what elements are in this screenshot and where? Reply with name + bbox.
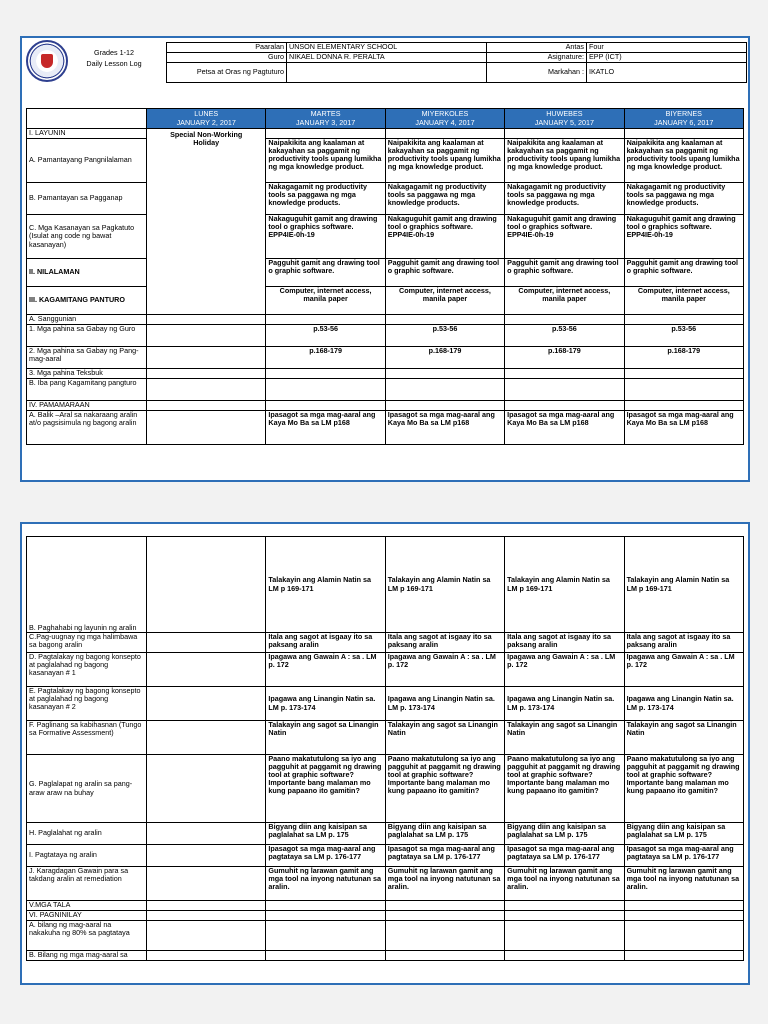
- code: EPP4IE-0h-19: [387, 230, 435, 240]
- row-nilalaman: II. NILALAMAN Pagguhit gamit ang drawing tool o graphic software. Pagguhit gamit ang drawing tool o graphic software. Pagguhit gamit ang drawing tool o graphic software. Pagguhit gamit ang drawing tool o graphic software.: [27, 259, 744, 287]
- row-bilang-80: A. bilang ng mag-aaral na nakakuha ng 80% sa pagtataya: [27, 921, 744, 951]
- holiday-cell: Special Non-Working Holiday: [147, 129, 266, 315]
- row-pag-uugnay: C.Pag-uugnay ng mga halimbawa sa bagong aralin Itala ang sagot at isgaay ito sa paksang aralin Itala ang sagot at isgaay ito sa paksang aralin Itala ang sagot at isgaay ito sa paksang aralin Itala ang sagot at isgaay ito sa paksang aralin: [27, 633, 744, 653]
- markahan-value: IKATLO: [587, 63, 747, 83]
- header-block: [22, 38, 748, 88]
- guro-value: NIKAEL DONNA R. PERALTA: [287, 53, 487, 63]
- row-gabay-mag-aaral: 2. Mga pahina sa Gabay ng Pang-mag-aaral p.168-179 p.168-179 p.168-179 p.168-179: [27, 347, 744, 369]
- row-bilang-mag-aaral: B. Bilang ng mga mag-aaral sa: [27, 951, 744, 961]
- row-kasanayan: C. Mga Kasanayan sa Pagkatuto (Isulat ang code ng bawat kasanayan) Nakaguguhit gamit ang drawing tool o graphics software. EPP4IE-0h-19 Nakaguguhit gamit ang drawing tool o graphics software. EPP4IE-0h-19 Nakaguguhit gamit ang drawing tool o graphics software. EPP4IE-0h-19 Nakaguguhit gamit ang drawing tool o graphics software. EPP4IE-0h-19: [27, 215, 744, 259]
- row-iba-pang: B. Iba pang Kagamitang pangturo: [27, 379, 744, 401]
- row-teksbuk: 3. Mga pahina Teksbuk: [27, 369, 744, 379]
- row-paglinang: F. Paglinang sa kabihasnan (Tungo sa Formative Assessment) Talakayin ang sagot sa Linangin Natin Talakayin ang sagot sa Linangin Natin Talakayin ang sagot sa Linangin Natin Talakayin ang sagot sa Linangin Natin: [27, 721, 744, 755]
- layunin-label: I. LAYUNIN: [27, 129, 147, 139]
- row-sanggunian: A. Sanggunian: [27, 315, 744, 325]
- guro-label: Guro: [167, 53, 287, 63]
- day-biyernes: BIYERNES JANUARY 6, 2017: [624, 109, 743, 129]
- corner-cell: [27, 109, 147, 129]
- deped-seal-icon: [26, 40, 68, 82]
- row-pagninilay: VI. PAGNINILAY: [27, 911, 744, 921]
- day-martes: MARTES JANUARY 3, 2017: [266, 109, 385, 129]
- antas-label: Antas: [487, 43, 587, 53]
- petsa-value: [287, 63, 487, 83]
- asignatura-value: EPP (ICT): [587, 53, 747, 63]
- lesson-table-2: [26, 536, 744, 961]
- antas-value: Four: [587, 43, 747, 53]
- petsa-label: Petsa at Oras ng Pagtuturo: [167, 63, 287, 83]
- day-header-row: [27, 109, 744, 129]
- day-lunes: LUNES JANUARY 2, 2017: [147, 109, 266, 129]
- code: EPP4IE-0h-19: [268, 230, 315, 240]
- grades-label: Grades 1-12: [94, 48, 134, 57]
- row-pamamaraan: IV. PAMAMARAAN: [27, 401, 744, 411]
- row-gabay-guro: 1. Mga pahina sa Gabay ng Guro p.53-56 p.53-56 p.53-56 p.53-56: [27, 325, 744, 347]
- code: EPP4IE-0h-19: [507, 230, 554, 240]
- row-pagtalakay-2: E. Pagtalakay ng bagong konsepto at paglalahad ng bagong kasanayan # 2 Ipagawa ang Linangin Natin sa. LM p. 173-174 Ipagawa ang Linangin Natin sa. LM p. 173-174 Ipagawa ang Linangin Natin sa. LM p. 173-174 Ipagawa ang Linangin Natin sa. LM p. 173-174: [27, 687, 744, 721]
- row-pamantayang: A. Pamantayang Pangnilalaman Naipakikita ang kaalaman at kakayahan sa paggamit ng productivity tools upang lumikha ng mga knowledge product. Naipakikita ang kaalaman at kakayahan sa paggamit ng productivity tools upang lumikha ng mga knowledge product. Naipakikita ang kaalaman at kakayahan sa paggamit ng productivity tools upang lumikha ng mga knowledge product. Naipakikita ang kaalaman at kakayahan sa paggamit ng productivity tools upang lumikha ng mga knowledge product.: [27, 139, 744, 183]
- asignatura-label: Asignature:: [487, 53, 587, 63]
- row-pagtataya: I. Pagtataya ng aralin Ipasagot sa mga mag-aaral ang pagtataya sa LM p. 176-177 Ipasagot sa mga mag-aaral ang pagtataya sa LM p. 176-177 Ipasagot sa mga mag-aaral ang pagtataya sa LM p. 176-177 Ipasagot sa mga mag-aaral ang pagtataya sa LM p. 176-177: [27, 845, 744, 867]
- row-balik-aral: A. Balik –Aral sa nakaraang aralin at/o pagsisimula ng bagong aralin Ipasagot sa mga mag-aaral ang Kaya Mo Ba sa LM p168 Ipasagot sa mga mag-aaral ang Kaya Mo Ba sa LM p168 Ipasagot sa mga mag-aaral ang Kaya Mo Ba sa LM p168 Ipasagot sa mga mag-aaral ang Kaya Mo Ba sa LM p168: [27, 411, 744, 445]
- paaralan-label: Paaralan: [167, 43, 287, 53]
- code: EPP4IE-0h-19: [626, 230, 673, 240]
- layunin-row: [27, 129, 744, 139]
- row-pagganap: B. Pamantayan sa Pagganap Nakagagamit ng productivity tools sa paggawa ng mga knowledge products. Nakagagamit ng productivity tools sa paggawa ng mga knowledge products. Nakagagamit ng productivity tools sa paggawa ng mga knowledge products. Nakagagamit ng productivity tools sa paggawa ng mga knowledge products.: [27, 183, 744, 215]
- row-karagdagan: J. Karagdagan Gawain para sa takdang aralin at remediation Gumuhit ng larawan gamit ang mga tool na inyong natutunan sa aralin. Gumuhit ng larawan gamit ang mga tool na inyong natutunan sa aralin. Gumuhit ng larawan gamit ang mga tool na inyong natutunan sa aralin. Gumuhit ng larawan gamit ang mga tool na inyong natutunan sa aralin.: [27, 867, 744, 901]
- day-huwebes: HUWEBES JANUARY 5, 2017: [505, 109, 624, 129]
- lesson-log-page-1: [20, 36, 750, 482]
- header-table: [166, 42, 747, 83]
- row-kagamitan: III. KAGAMITANG PANTURO Computer, internet access, manila paper Computer, internet access, manila paper Computer, internet access, manila paper Computer, internet access, manila paper: [27, 287, 744, 315]
- row-mga-tala: V.MGA TALA: [27, 901, 744, 911]
- row-pagtalakay-1: D. Pagtalakay ng bagong konsepto at paglalahad ng bagong kasanayan # 1 Ipagawa ang Gawain A : sa . LM p. 172 Ipagawa ang Gawain A : sa . LM p. 172 Ipagawa ang Gawain A : sa . LM p. 172 Ipagawa ang Gawain A : sa . LM p. 172: [27, 653, 744, 687]
- lesson-log-page-2: [20, 522, 750, 985]
- title-block: [74, 48, 154, 70]
- day-miyerkoles: MIYERKOLES JANUARY 4, 2017: [385, 109, 504, 129]
- log-title: Daily Lesson Log: [86, 58, 142, 68]
- row-paghahabi: B. Paghahabi ng layunin ng aralin Talakayin ang Alamin Natin sa LM p 169-171 Talakayin ang Alamin Natin sa LM p 169-171 Talakayin ang Alamin Natin sa LM p 169-171 Talakayin ang Alamin Natin sa LM p 169-171: [27, 537, 744, 633]
- lesson-table-1: [26, 108, 744, 445]
- row-paglalapat: G. Paglalapat ng aralin sa pang-araw araw na buhay Paano makatutulong sa iyo ang pagguhit at paggamit ng drawing tool at graphic software? Importante bang malaman mo kung papaano ito gamitin? Paano makatutulong sa iyo ang pagguhit at paggamit ng drawing tool at graphic software? Importante bang malaman mo kung papaano ito gamitin? Paano makatutulong sa iyo ang pagguhit at paggamit ng drawing tool at graphic software? Importante bang malaman mo kung papaano ito gamitin? Paano makatutulong sa iyo ang pagguhit at paggamit ng drawing tool at graphic software? Importante bang malaman mo kung papaano ito gamitin?: [27, 755, 744, 823]
- row-paglalahat: H. Paglalahat ng aralin Bigyang diin ang kaisipan sa paglalahat sa LM p. 175 Bigyang diin ang kaisipan sa paglalahat sa LM p. 175 Bigyang diin ang kaisipan sa paglalahat sa LM p. 175 Bigyang diin ang kaisipan sa paglalahat sa LM p. 175: [27, 823, 744, 845]
- paaralan-value: UNSON ELEMENTARY SCHOOL: [287, 43, 487, 53]
- markahan-label: Markahan :: [487, 63, 587, 83]
